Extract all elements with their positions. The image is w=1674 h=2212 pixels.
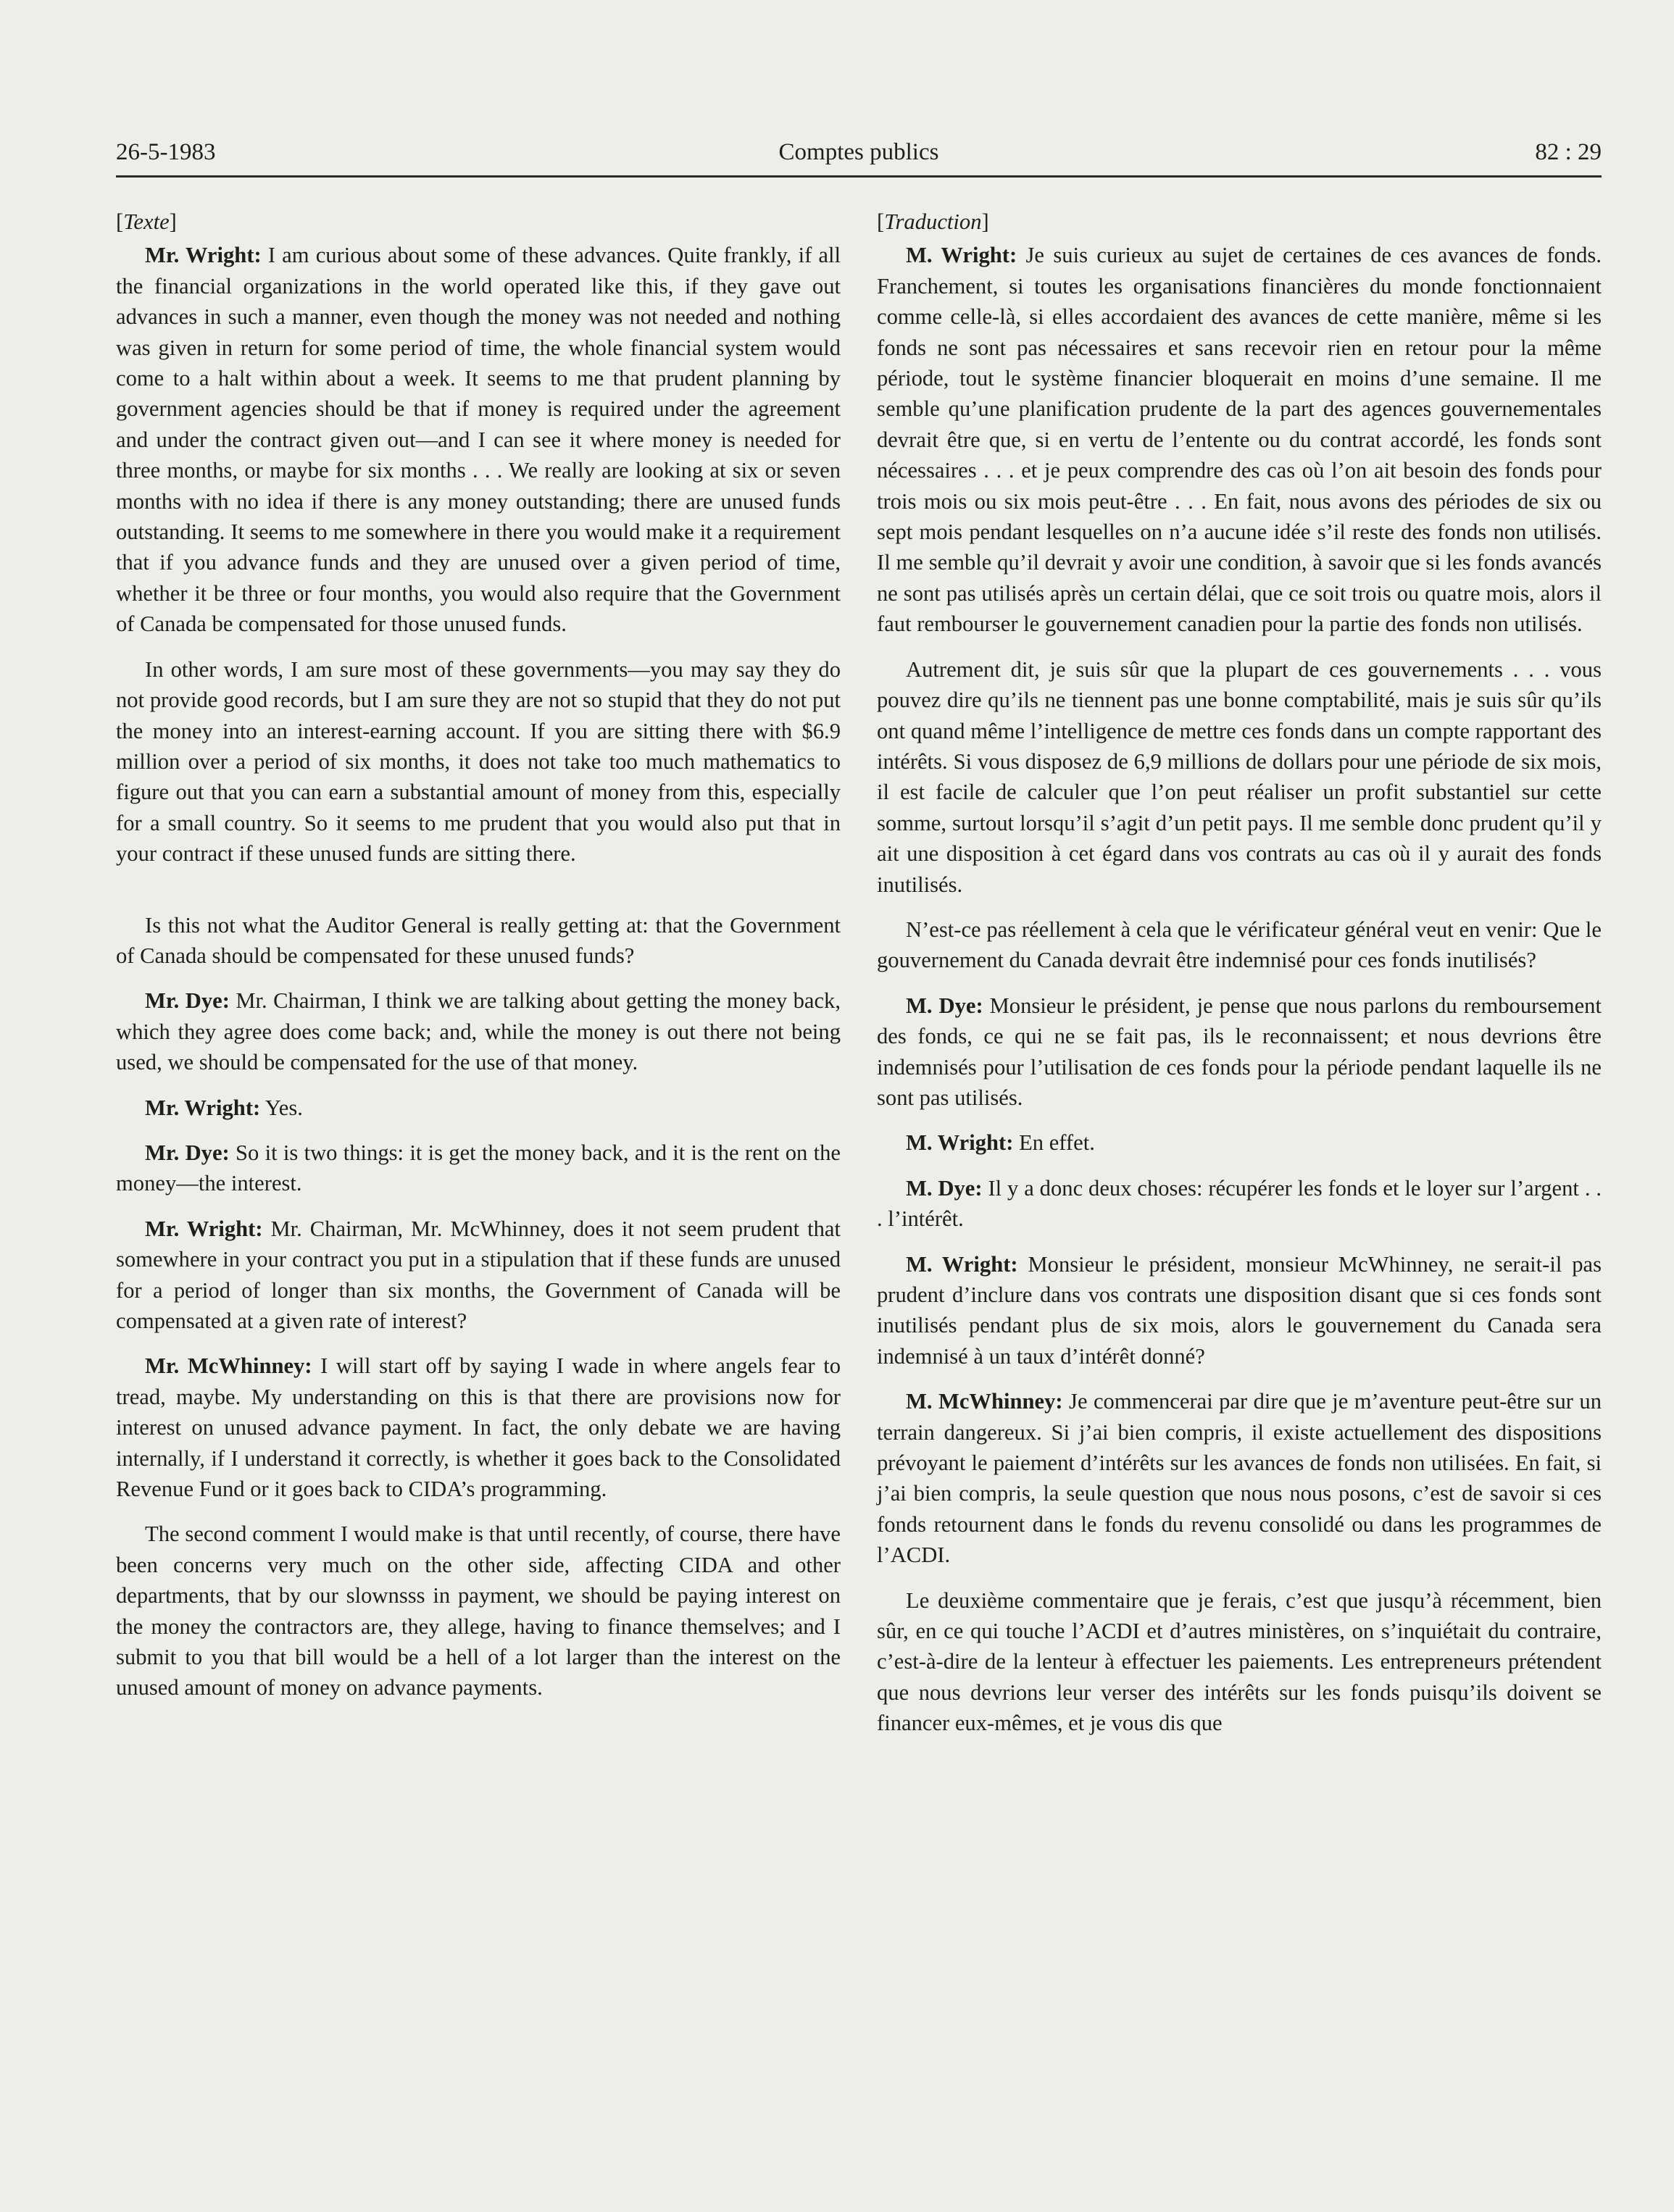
paragraph-text: I will start off by saying I wade in where angels fear to tread, maybe. My understanding on this is that there are provisions now for interest on unused advance payment. In fact, the only debate we are having internally, if I understand it correctly, is whether it goes back to the Consolidated Revenue Fund or it goes back to CIDA’s programming.	[116, 1353, 841, 1502]
speaker-name: M. McWhinney:	[906, 1389, 1063, 1414]
header-title: Comptes publics	[778, 139, 939, 165]
paragraph	[877, 1127, 1602, 1158]
paragraph: In other words, I am sure most of these governments—you may say they do not provide good records, but I am sure they are not so stupid that they do not put the money into an interest-earning account. If you are sitting there with $6.9 million over a period of six months, it does not take too much mathematics to figure out that you can earn a substantial amount of money from this, especially for a small country. So it seems to me prudent that you would also put that in your contract if these unused funds are sitting there.	[116, 656, 841, 867]
paragraph	[877, 990, 1602, 1114]
paragraph	[877, 1173, 1602, 1235]
section-label-texte: [Texte]	[116, 209, 177, 234]
english-column	[116, 206, 841, 1718]
speaker-name: M. Dye:	[906, 1175, 983, 1201]
speaker-name: Mr. Wright:	[145, 1216, 263, 1241]
speaker-name: M. Wright:	[906, 1130, 1014, 1156]
paragraph-text: Je commencerai par dire que je m’aventure peut-être sur un terrain dangereux. Si j’ai bien compris, il existe actuellement des dispositions prévoyant le paiement d’intérêts sur les avances de fonds non utilisées. En fait, si j’ai bien compris, la seule question que nous nous posons, c’est de savoir si ces fonds retournent dans le fonds du revenu consolidé ou dans les programmes de l’ACDI.	[877, 1389, 1602, 1568]
speaker-name: Mr. Wright:	[145, 1095, 261, 1120]
paragraph: Is this not what the Auditor General is really getting at: that the Government of Canada should be compensated for these unused funds?	[116, 912, 841, 968]
section-label-text: Traduction	[884, 209, 982, 234]
speaker-name: M. Wright:	[906, 1251, 1018, 1277]
header-page-number: 82 : 29	[1535, 139, 1602, 165]
paragraph-text: En effet.	[1013, 1130, 1095, 1156]
paragraph-text: Monsieur le président, monsieur McWhinney, ne serait-il pas prudent d’inclure dans vos contrats une disposition disant que si ces fonds sont inutilisés pendant plus de six mois, alors le gouvernement du Canada sera indemnisé à un taux d’intérêt donné?	[877, 1251, 1602, 1369]
paragraph-text: Monsieur le président, je pense que nous parlons du remboursement des fonds, ce qui ne se fait pas, ils le reconnaissent; et nous devrions être indemnisés pour l’utilisation de ces fonds pour la période pendant laquelle ils ne sont pas utilisés.	[877, 993, 1602, 1110]
paragraph-text: I am curious about some of these advances. Quite frankly, if all the financial organizations in the world operated like this, if they gave out advances in such a manner, even though the money was not needed and nothing was given in return for some period of time, the whole financial system would come to a halt within about a week. It seems to me that prudent planning by government agencies should be that if money is required under the agreement and under the contract given out—and I can see it where money is needed for three months, or maybe for six months . . . We really are looking at six or seven months with no idea if there is any money outstanding; there are unused funds outstanding. It seems to me somewhere in there you would make it a requirement that if you advance funds and they are unused over a given period of time, whether it be three or four months, you would also require that the Government of Canada be compensated for those unused funds.	[116, 243, 841, 637]
paragraph-text: So it is two things: it is get the money back, and it is the rent on the money—the interest.	[116, 1140, 841, 1196]
paragraph	[877, 1386, 1602, 1570]
paragraph	[877, 240, 1602, 639]
speaker-name: Mr. Wright:	[145, 243, 262, 268]
paragraph-text: Mr. Chairman, Mr. McWhinney, does it not seem prudent that somewhere in your contract you put in a stipulation that if these funds are unused for a period of longer than six months, the Government of Canada will be compensated at a given rate of interest?	[116, 1216, 841, 1333]
speaker-name: M. Wright:	[906, 243, 1017, 268]
header-date: 26-5-1983	[116, 139, 216, 165]
paragraph: The second comment I would make is that until recently, of course, there have been concerns very much on the other side, affecting CIDA and other departments, that by our slownsss in payment, we should be paying interest on the money the contractors are, they allege, having to finance themselves; and I submit to you that bill would be a hell of a lot larger than the interest on the unused amount of money on advance payments.	[116, 1522, 841, 1700]
paragraph	[877, 1249, 1602, 1372]
paragraph	[116, 1093, 841, 1123]
section-label-text: Texte	[123, 209, 170, 234]
paragraph-text: Je suis curieux au sujet de certaines de ces avances de fonds. Franchement, si toutes les organisations financières du monde fonctionnaient comme celle-là, si elles accordaient des avances de cette manière, même si les fonds ne sont pas nécessaires et sans recevoir rien en retour pour la même période, tout le système financier bloquerait en moins d’une semaine. Il me semble qu’une planification prudente de la part des agences gouvernementales devrait être que, si en vertu de l’entente ou du contrat accordé, les fonds sont nécessaires . . . et je peux comprendre des cas où l’on ait besoin des fonds pour trois mois ou six mois peut-être . . . En fait, nous avons des périodes de six ou sept mois pendant lesquelles on n’a aucune idée s’il reste des fonds non utilisés. Il me semble qu’il devrait y avoir une condition, à savoir que si les fonds avancés ne sont pas utilisés après un certain délai, que ce soit trois ou quatre mois, alors il faut rembourser le gouvernement canadien pour la partie des fonds non utilisés.	[877, 243, 1602, 637]
paragraph-text: Il y a donc deux choses: récupérer les fonds et le loyer sur l’argent . . . l’intérêt.	[877, 1175, 1602, 1232]
section-label-traduction: [Traduction]	[877, 209, 989, 234]
paragraph	[116, 985, 841, 1077]
paragraph	[116, 1351, 841, 1504]
paragraph: Le deuxième commentaire que je ferais, c’est que jusqu’à récemment, bien sûr, en ce qui touche l’ACDI et d’autres ministères, on s’inquiétait du contraire, c’est-à-dire de la lenteur à effectuer les paiements. Les entrepreneurs prétendent que nous devrions leur verser des intérêts sur les fonds puisqu’ils doivent se financer eux-mêmes, et je vous dis que	[877, 1587, 1602, 1736]
paragraph: Autrement dit, je suis sûr que la plupart de ces gouvernements . . . vous pouvez dire qu’ils ne tiennent pas une bonne comptabilité, mais je suis sûr qu’ils ont quand même l’intelligence de mettre ces fonds dans un compte rapportant des intérêts. Si vous disposez de 6,9 millions de dollars pour une période de six mois, il est facile de calculer que l’on peut réaliser un profit substantiel sur cette somme, surtout lorsqu’il s’agit d’un petit pays. Il me semble donc prudent qu’il y ait une disposition à cet égard dans vos contrats au cas où il y aurait des fonds inutilisés.	[877, 656, 1602, 897]
paragraph-text: Mr. Chairman, I think we are talking about getting the money back, which they agree does come back; and, while the money is out there not being used, we should be compensated for the use of that money.	[116, 988, 841, 1075]
speaker-name: Mr. Dye:	[145, 1140, 230, 1165]
paragraph: N’est-ce pas réellement à cela que le vérificateur général veut en venir: Que le gouvernement du Canada devrait être indemnisé pour ces fonds inutilisés?	[877, 917, 1602, 973]
page-header	[116, 136, 1602, 178]
speaker-name: Mr. Dye:	[145, 988, 230, 1014]
paragraph	[116, 1138, 841, 1199]
french-column	[877, 206, 1602, 1753]
paragraph	[116, 1214, 841, 1337]
paragraph	[116, 240, 841, 639]
speaker-name: M. Dye:	[906, 993, 983, 1018]
paragraph-text: Yes.	[260, 1095, 303, 1120]
speaker-name: Mr. McWhinney:	[145, 1353, 312, 1379]
